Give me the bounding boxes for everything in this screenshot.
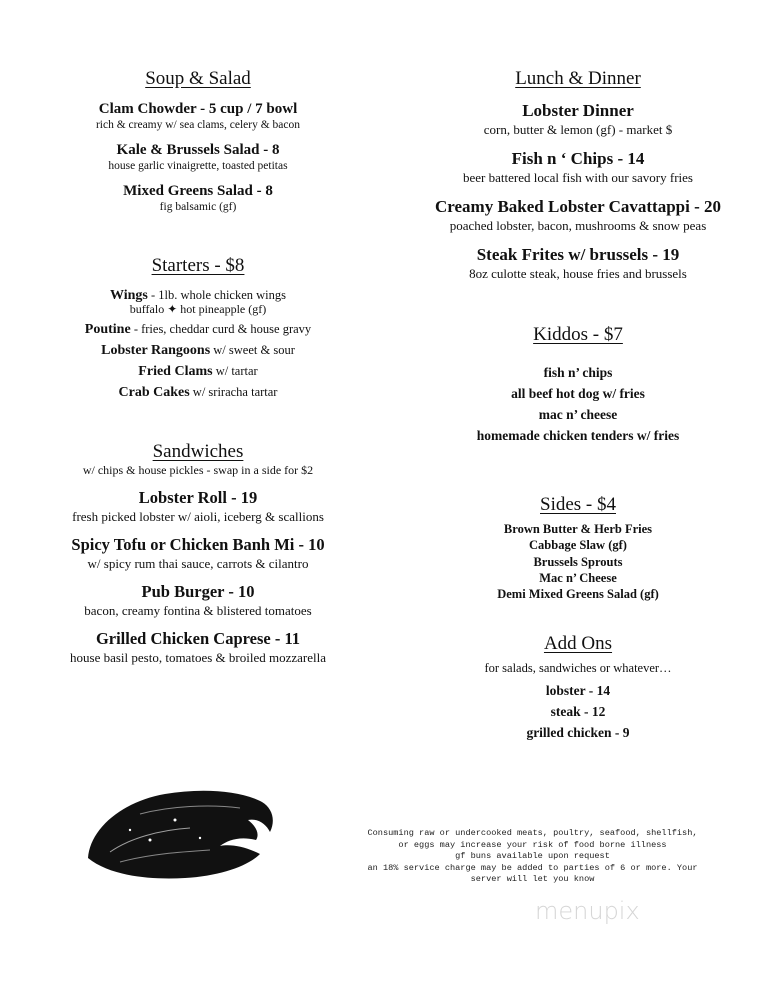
item-description: fig balsamic (gf) <box>159 201 237 213</box>
section-title: Soup & Salad <box>145 68 251 89</box>
item-name <box>392 244 764 265</box>
item-name-text: Fish n ‘ Chips - 14 <box>511 149 645 168</box>
item-name <box>392 554 764 570</box>
item-name <box>392 537 764 553</box>
menu-item <box>20 141 376 174</box>
item-name <box>392 521 764 537</box>
item-name-text: Wings <box>109 288 148 303</box>
menu-item <box>20 582 376 619</box>
item-description: bacon, creamy fontina & blistered tomatoes <box>84 603 312 618</box>
disclaimer-line: Consuming raw or undercooked meats, poultry, seafood, shellfish, <box>367 828 698 838</box>
disclaimer-line: an 18% service charge may be added to parties of 6 or more. Your <box>367 862 698 873</box>
item-name <box>20 100 376 118</box>
item-name-text: Fried Clams <box>138 364 213 379</box>
menu-item <box>392 425 764 446</box>
item-name <box>20 582 376 602</box>
item-name-text: steak - 12 <box>550 704 606 719</box>
section-starters <box>20 255 376 403</box>
item-name-text: Brussels Sprouts <box>533 554 623 569</box>
item-name <box>20 340 376 361</box>
item-name-text: Mac n’ Cheese <box>539 570 617 585</box>
menu-item <box>20 319 376 340</box>
item-name-text: grilled chicken - 9 <box>526 725 630 740</box>
item-description: buffalo ✦ hot pineapple (gf) <box>129 302 267 316</box>
section-kiddos <box>392 324 764 446</box>
item-name-text: Clam Chowder - 5 cup / 7 bowl <box>98 101 298 117</box>
item-name <box>392 362 764 383</box>
menu-item <box>392 244 764 282</box>
menu-item <box>392 701 764 722</box>
item-description: rich & creamy w/ sea clams, celery & bacon <box>95 119 301 131</box>
item-name <box>20 629 376 649</box>
menu-item <box>392 196 764 234</box>
item-name-text: homemade chicken tenders w/ fries <box>476 428 680 443</box>
menu-item <box>392 680 764 701</box>
disclaimer-line: or eggs may increase your risk of food borne illness <box>398 839 667 850</box>
item-name <box>20 141 376 159</box>
item-name-text: Steak Frites w/ brussels - 19 <box>476 245 680 264</box>
lobster-claw-icon <box>80 780 280 890</box>
item-name-text: Poutine <box>84 322 131 337</box>
menu-item <box>392 586 764 602</box>
item-name <box>20 488 376 508</box>
item-description: house basil pesto, tomatoes & broiled mozzarella <box>70 650 326 665</box>
menu-item <box>20 340 376 361</box>
section-title: Add Ons <box>543 633 613 654</box>
menu-item <box>20 535 376 572</box>
section-soup-salad <box>20 68 376 223</box>
item-name-text: Grilled Chicken Caprese - 11 <box>95 629 301 648</box>
item-name <box>392 383 764 404</box>
item-name <box>392 196 764 217</box>
item-inline-desc: w/ tartar <box>212 364 258 378</box>
item-name-text: lobster - 14 <box>545 683 611 698</box>
item-name <box>392 586 764 602</box>
item-inline-desc: w/ sriracha tartar <box>189 385 278 399</box>
section-title: Sandwiches <box>152 441 244 462</box>
item-name-text: Brown Butter & Herb Fries <box>503 522 653 536</box>
menu-item <box>392 521 764 537</box>
item-description: w/ spicy rum thai sauce, carrots & cilantro <box>87 556 309 571</box>
menu-item <box>392 100 764 138</box>
item-description: corn, butter & lemon (gf) - market $ <box>483 122 673 137</box>
section-title: Lunch & Dinner <box>515 68 641 89</box>
item-name <box>20 361 376 382</box>
menu-item <box>20 182 376 215</box>
section-lunch-dinner <box>392 68 764 292</box>
section-subtitle: w/ chips & house pickles - swap in a side for $2 <box>82 463 314 477</box>
section-title: Sides - $4 <box>540 494 616 515</box>
item-description: beer battered local fish with our savory fries <box>463 170 693 185</box>
item-description: poached lobster, bacon, mushrooms & snow peas <box>449 218 707 233</box>
item-name <box>20 382 376 403</box>
section-sides <box>392 494 764 602</box>
menu-item <box>392 570 764 586</box>
menu-item <box>20 488 376 525</box>
section-add-ons <box>392 633 764 743</box>
item-name-text: Demi Mixed Greens Salad (gf) <box>497 587 659 602</box>
menu-item <box>20 382 376 403</box>
section-title: Kiddos - $7 <box>533 324 623 345</box>
item-name-text: Spicy Tofu or Chicken Banh Mi - 10 <box>71 535 325 554</box>
menu-item <box>392 404 764 425</box>
menu-item <box>20 100 376 133</box>
item-name-text: all beef hot dog w/ fries <box>511 386 645 401</box>
menu-item <box>392 537 764 553</box>
item-name <box>392 148 764 169</box>
item-inline-desc: - fries, cheddar curd & house gravy <box>130 322 312 336</box>
item-name <box>392 680 764 701</box>
item-name-text: Lobster Roll - 19 <box>138 488 258 507</box>
item-name <box>392 722 764 743</box>
item-name <box>392 404 764 425</box>
watermark: menupix <box>535 897 640 925</box>
item-description: house garlic vinaigrette, toasted petitas <box>108 160 288 172</box>
disclaimer-line: gf buns available upon request <box>455 851 610 861</box>
item-name-text: Mixed Greens Salad - 8 <box>123 183 273 199</box>
item-name <box>392 701 764 722</box>
item-name <box>392 570 764 586</box>
item-description: 8oz culotte steak, house fries and brussels <box>469 266 687 281</box>
item-name <box>20 535 376 555</box>
item-inline-desc: - 1lb. whole chicken wings <box>147 288 287 302</box>
item-name-text: Kale & Brussels Salad - 8 <box>116 142 280 158</box>
disclaimer-line: server will let you know <box>470 874 595 884</box>
item-name-text: Cabbage Slaw (gf) <box>529 538 627 553</box>
menu-item <box>392 554 764 570</box>
disclaimer-notice <box>345 828 720 886</box>
menu-item <box>20 285 376 316</box>
section-subtitle: for salads, sandwiches or whatever… <box>484 661 672 675</box>
item-inline-desc: w/ sweet & sour <box>210 343 295 357</box>
menu-item <box>20 361 376 382</box>
item-name-text: Lobster Dinner <box>522 101 634 120</box>
section-title: Starters - $8 <box>151 255 245 276</box>
item-name <box>392 425 764 446</box>
section-sandwiches <box>20 441 376 676</box>
menu-item <box>392 362 764 383</box>
item-name <box>392 100 764 121</box>
item-name-text: Crab Cakes <box>118 385 190 400</box>
menu-item <box>392 383 764 404</box>
menu-item <box>392 148 764 186</box>
item-name-text: fish n’ chips <box>543 365 613 380</box>
item-name-text: Lobster Rangoons <box>101 343 211 358</box>
item-name <box>20 182 376 200</box>
menu-item <box>20 629 376 666</box>
item-description: fresh picked lobster w/ aioli, iceberg & scallions <box>72 509 324 524</box>
item-name-text: Creamy Baked Lobster Cavattappi - 20 <box>434 197 721 216</box>
menu-item <box>392 722 764 743</box>
item-name <box>20 319 376 340</box>
item-name-text: Pub Burger - 10 <box>141 582 255 601</box>
item-name-text: mac n’ cheese <box>538 407 618 422</box>
